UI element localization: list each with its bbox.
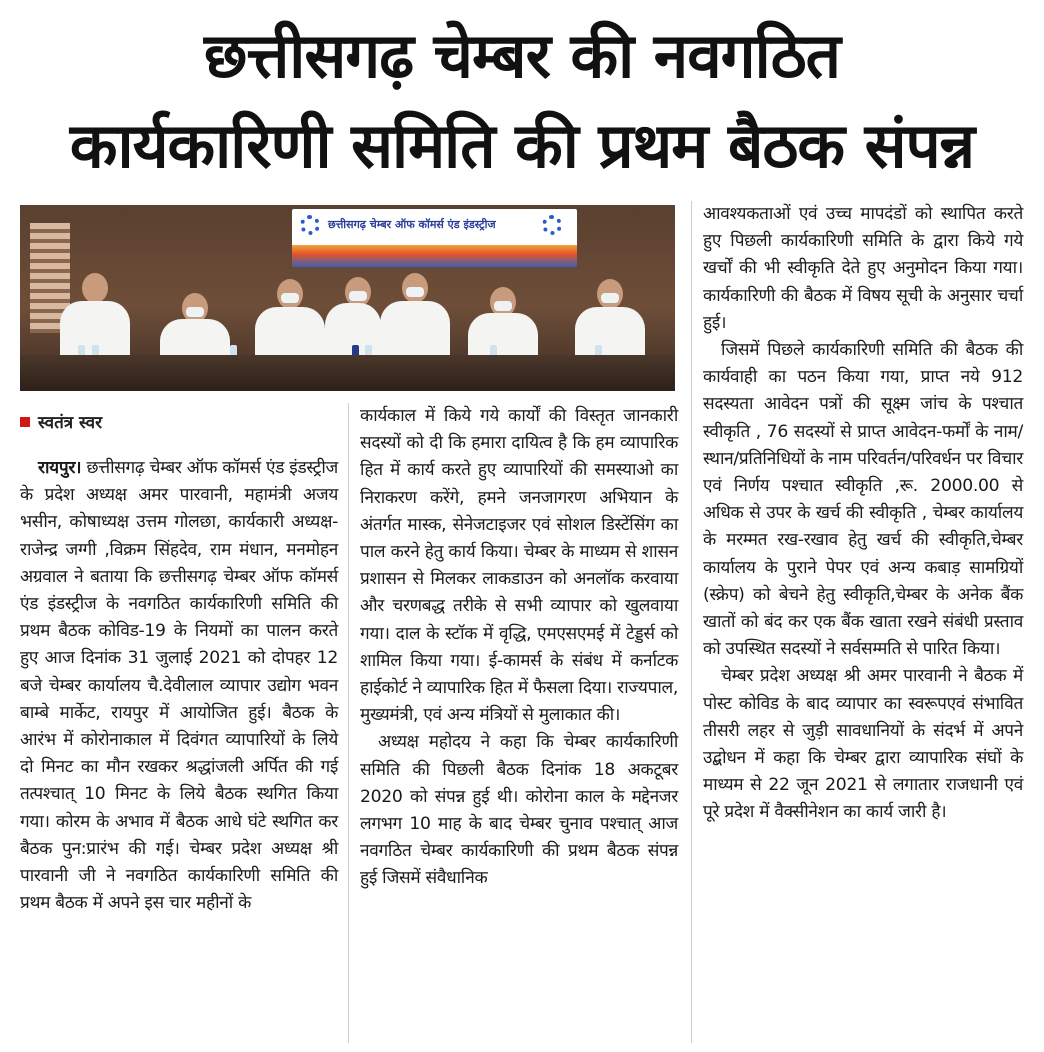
banner-text: छत्तीसगढ़ चेम्बर ऑफ कॉमर्स एंड इंडस्ट्रीज [328,218,496,231]
byline-marker-icon [20,417,30,427]
chamber-logo-icon [542,215,562,235]
conference-table [20,355,675,391]
column-divider [691,201,692,1043]
meeting-photo [20,205,675,391]
article-paragraph: अध्यक्ष महोदय ने कहा कि चेम्बर कार्यकारिणी समिति की पिछली बैठक दिनांक 18 अकटूबर 2020 को संपन्न हुई थी। कोरोना काल के मद्देनजर लगभग 10 माह के बाद चेम्बर चुनाव पश्चात् आज नवगठित चेम्बर कार्यकारिणी की प्रथम बैठक संपन्न हुई जिसमें संवैधानिक [360,732,678,889]
article-paragraph: छत्तीसगढ़ चेम्बर ऑफ कॉमर्स एंड इंडस्ट्रीज के प्रदेश अध्यक्ष अमर पारवानी, महामंत्री अजय भसीन, कोषाध्यक्ष उत्तम गोलछा, कार्यकारी अध्यक्ष- राजेन्द्र जग्गी ,विक्रम सिंहदेव, राम मंधान, मनमोहन अग्रवाल ने बताया कि छत्तीसगढ़ चेम्बर ऑफ कॉमर्स एंड इंडस्ट्रीज के नवगठित कार्यकारिणी समिति की प्रथम बैठक कोविड-19 के नियमों का पालन करते हुए आज दिनांक 31 जुलाई 2021 को दोपहर 12 बजे चेम्बर कार्यालय चै.देवीलाल व्यापार उद्योग भवन बाम्बे मार्केट, रायपुर में आयोजित हुई। बैठक के आरंभ में कोरोनाकाल में दिवंगत व्यापारियों के लिये दो मिनट का मौन रखकर श्रद्धांजली अर्पित की गई तत्पश्चात् 10 मिनट के लिये बैठक स्थगित किया गया। कोरम के अभाव में बैठक आधे घंटे स्थगित कर बैठक पुन:प्रारंभ की गई। चेम्बर प्रदेश अध्यक्ष श्री पारवानी जी ने नवगठित कार्यकारिणी समिति की प्रथम बैठक में अपने इस चार महीनों के [20,458,338,914]
chamber-banner [292,209,577,267]
byline-text: स्वतंत्र स्वर [38,413,103,433]
article-column-3 [703,201,1023,827]
headline-line-1: छत्तीसगढ़ चेम्बर की नवगठित [203,19,840,92]
headline-line-2: कार्यकारिणी समिति की प्रथम बैठक संपन्न [69,109,975,182]
article-paragraph: आवश्यकताओं एवं उच्च मापदंडों को स्थापित करते हुए पिछली कार्यकारिणी समिति के द्वारा किये गये खर्चों की भी स्वीकृति देते हुए अनुमोदन किया गया। कार्यकारिणी की बैठक में विषय सूची के अनुसार चर्चा हुई। [703,204,1023,333]
article-paragraph: चेम्बर प्रदेश अध्यक्ष श्री अमर पारवानी ने बैठक में पोस्ट कोविड के बाद व्यापार का स्वरूपएवं संभावित तीसरी लहर से जुड़ी सावधानियों के संदर्भ में अपने उद्बोधन में कहा कि चेम्बर द्वारा व्यापारिक संघों के माध्यम से 22 जून 2021 से लगातार राजधानी एवं पूरे प्रदेश में वैक्सीनेशन का कार्य जारी है। [703,666,1023,823]
article-column-2 [360,403,678,893]
chamber-logo-icon [300,215,320,235]
article-paragraph: कार्यकाल में किये गये कार्यों की विस्तृत जानकारी सदस्यों को दी कि हमारा दायित्व है कि हम व्यापारिक हित में कार्य करते हुए व्यापारियों की समस्याओ का निराकरण करेंगे, हमने जनजागरण अभियान के अंतर्गत मास्क, सेनेजटाइजर एवं सोशल डिस्टेंसिंग का पाल करने हेतु कार्य किया। चेम्बर के माध्यम से शासन प्रशासन से मिलकर लाकडाउन को अनलॉक करवाया और चरणबद्ध तरीके से सभी व्यापार को खुलवाया गया। दाल के स्टॉक में वृद्धि, एमएसएमई में टेड्डर्स को शामिल किया गया। ई-कामर्स के संबंध में कर्नाटक हाईकोर्ट ने व्यापारिक हित में फैसला दिया। राज्यपाल, मुख्यमंत्री, एवं अन्य मंत्रियों से मुलाकात की। [360,406,678,726]
byline [20,410,102,433]
article-column-1 [20,455,338,917]
dateline: रायपुर। [38,458,82,478]
column-divider [348,403,349,1043]
article-paragraph: जिसमें पिछले कार्यकारिणी समिति की बैठक की कार्यवाही का पठन किया गया, प्राप्त नये 912 सदस्यता आवेदन पत्रों की सूक्ष्म जांच के पश्चात स्वीकृति , 76 सदस्यों से प्राप्त आवेदन-फर्मों के नाम/स्थान/प्रतिनिधियों के नाम परिवर्तन/परिवर्धन पर विचार एवं निर्णय पश्चात स्वीकृति ,रू. 2000.00 से अधिक से उपर के खर्च की स्वीकृति , चेम्बर कार्यालय के मरम्मत रख-रखाव हेतु खर्च की स्वीकृति,चेम्बर कार्यालय के पुराने पेपर एवं अन्य कबाड़ सामग्रियों (स्क्रेप) को बेचने हेतु स्वीकृति,चेम्बर के अनेक बैंक खातों को बंद कर एक बैंक खाता रखने संबंधी प्रस्ताव को उपस्थित सदस्यों ने सर्वसम्मति से पारित किया। [703,340,1023,660]
